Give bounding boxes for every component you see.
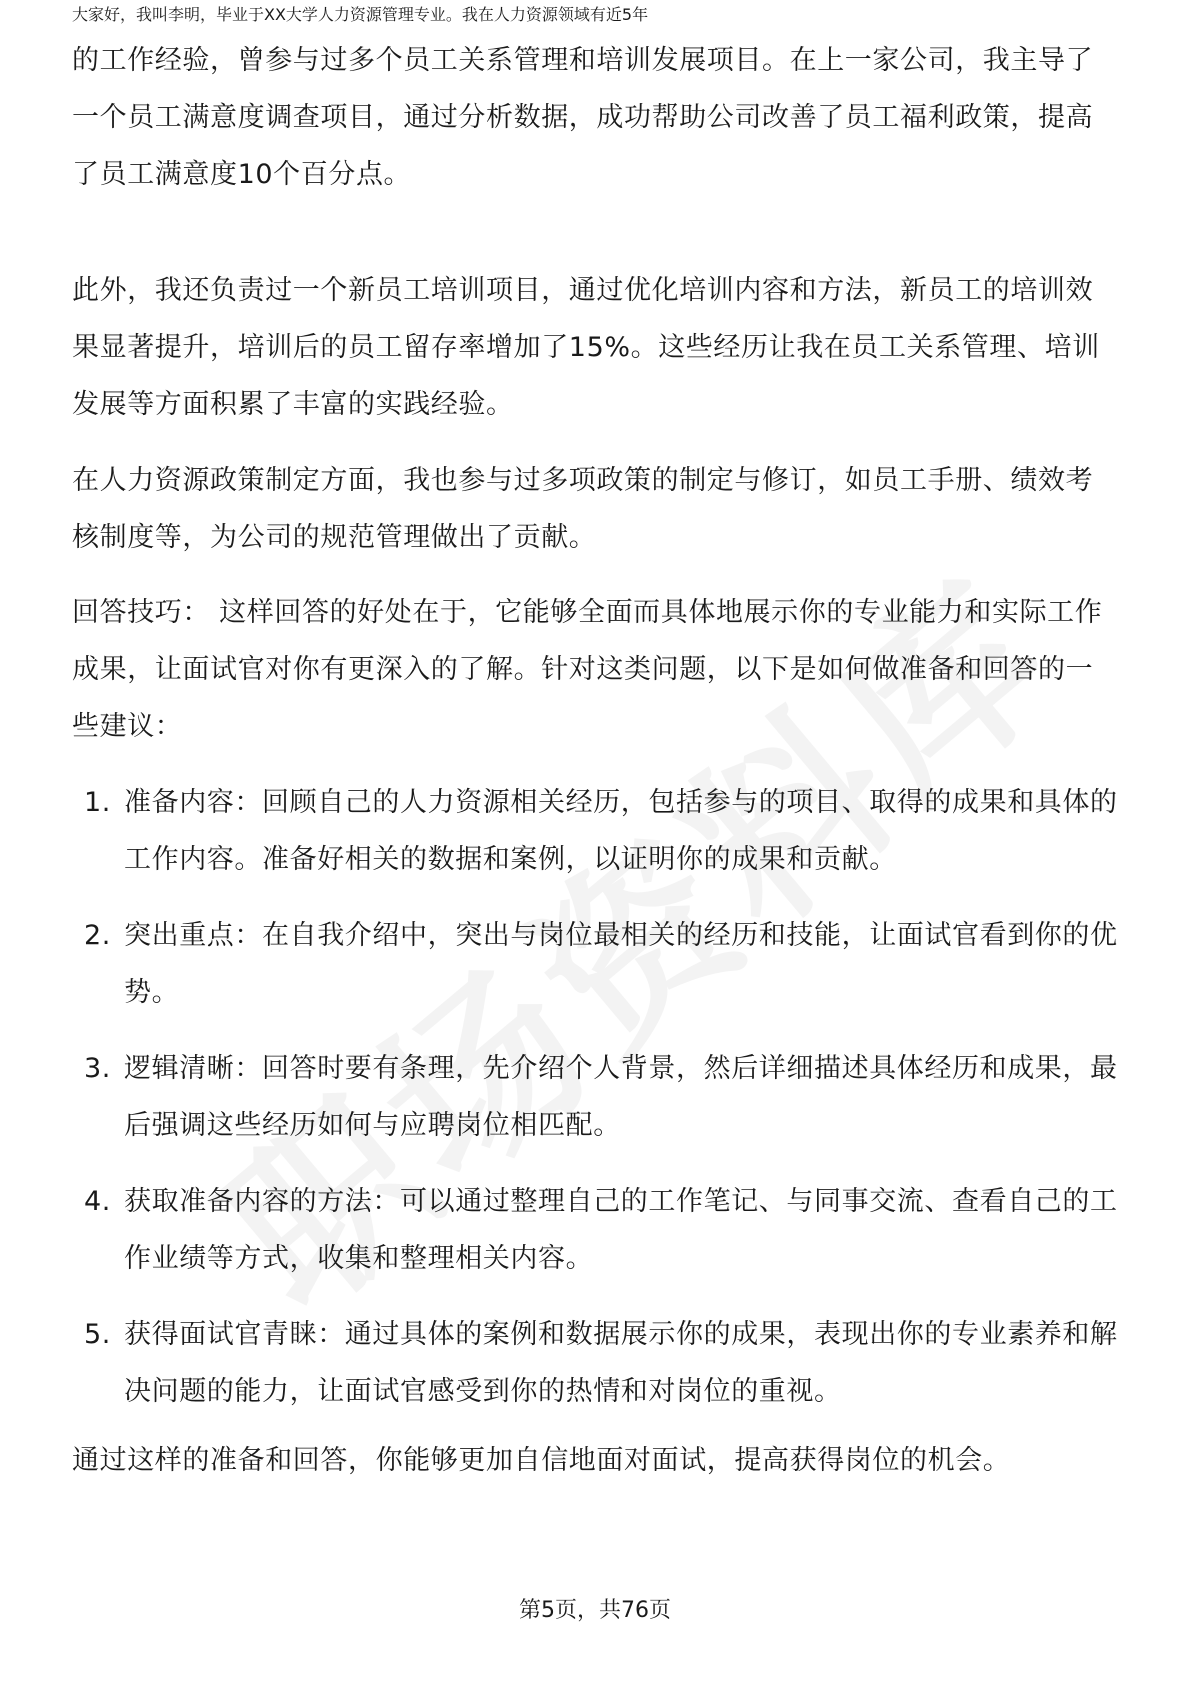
paragraph-answer-tips: 回答技巧： 这样回答的好处在于，它能够全面而具体地展示你的专业能力和实际工作成果，让面试官对你有更深入的了解。针对这类问题，以下是如何做准备和回答的一些建议： <box>72 597 1103 742</box>
paragraph-experience <box>72 5 1120 203</box>
list-item-number: 4. <box>84 1186 111 1217</box>
list-item <box>72 1306 1120 1420</box>
list-item-number: 5. <box>84 1319 111 1350</box>
paragraph-training: 此外，我还负责过一个新员工培训项目，通过优化培训内容和方法，新员工的培训效果显著提升，培训后的员工留存率增加了15%。这些经历让我在员工关系管理、培训发展等方面积累了丰富的实践经验。 <box>72 275 1100 420</box>
cropped-line <box>72 2 1120 32</box>
list-item <box>72 774 1120 888</box>
list-item-text: 突出重点：在自我介绍中，突出与岗位最相关的经历和技能，让面试官看到你的优势。 <box>124 920 1118 1008</box>
list-item-text: 获取准备内容的方法：可以通过整理自己的工作笔记、与同事交流、查看自己的工作业绩等方式，收集和整理相关内容。 <box>124 1186 1118 1274</box>
list-item-text: 准备内容：回顾自己的人力资源相关经历，包括参与的项目、取得的成果和具体的工作内容。准备好相关的数据和案例，以证明你的成果和贡献。 <box>124 787 1118 875</box>
paragraph-experience-text: 的工作经验，曾参与过多个员工关系管理和培训发展项目。在上一家公司，我主导了一个员工满意度调查项目，通过分析数据，成功帮助公司改善了员工福利政策，提高了员工满意度10个百分点。 <box>72 45 1094 190</box>
list-item <box>72 1173 1120 1287</box>
cropped-line-text: 大家好，我叫李明，毕业于XX大学人力资源管理专业。我在人力资源领域有近5年 <box>72 5 649 24</box>
list-item-number: 3. <box>84 1053 111 1084</box>
page-number: 第5页，共76页 <box>519 1598 671 1623</box>
list-item-number: 2. <box>84 920 111 951</box>
list-item-number: 1. <box>84 787 111 818</box>
list-item-text: 逻辑清晰：回答时要有条理，先介绍个人背景，然后详细描述具体经历和成果，最后强调这些经历如何与应聘岗位相匹配。 <box>124 1053 1118 1141</box>
paragraph-policy: 在人力资源政策制定方面，我也参与过多项政策的制定与修订，如员工手册、绩效考核制度等，为公司的规范管理做出了贡献。 <box>72 465 1094 553</box>
list-item-text: 获得面试官青睐：通过具体的案例和数据展示你的成果，表现出你的专业素养和解决问题的能力，让面试官感受到你的热情和对岗位的重视。 <box>124 1319 1118 1407</box>
list-item <box>72 1040 1120 1154</box>
paragraph-closing: 通过这样的准备和回答，你能够更加自信地面对面试，提高获得岗位的机会。 <box>72 1445 1011 1476</box>
list-item <box>72 907 1120 1021</box>
